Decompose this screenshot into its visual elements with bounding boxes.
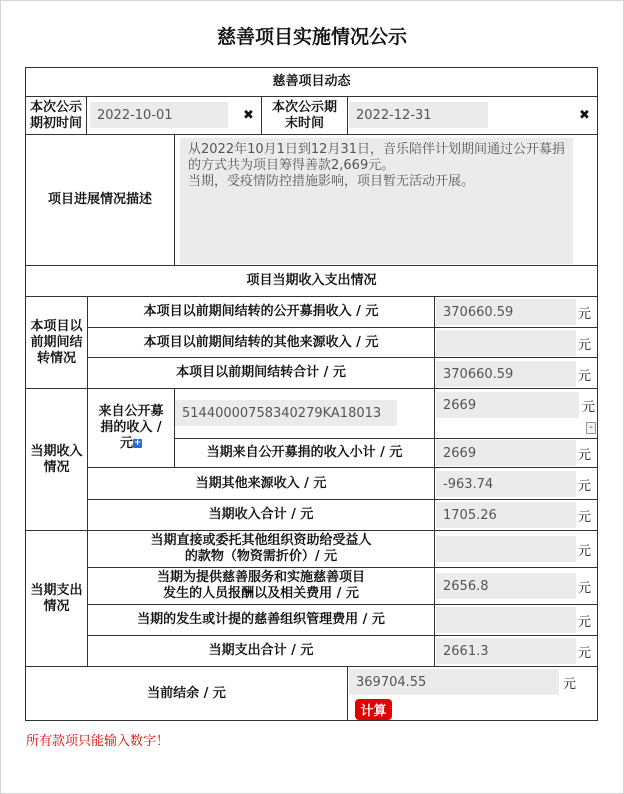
income-total-input[interactable] [436, 502, 576, 528]
expense-row-label-1 [87, 530, 435, 568]
remove-row-icon[interactable]: - [586, 422, 596, 434]
unit-label: 元 [578, 369, 592, 384]
period-start-label [25, 96, 87, 135]
label-text: 项目进展情况描述 [47, 192, 152, 207]
add-row-icon[interactable]: + [133, 438, 142, 448]
expense-row-label-4 [87, 635, 435, 667]
public-income-amount-input[interactable] [436, 392, 579, 418]
page-title: 慈善项目实施情况公示 [216, 26, 407, 48]
clear-end-icon[interactable]: ✖ [579, 108, 590, 123]
progress-label [25, 134, 175, 266]
label-text: 当期其他来源收入 / 元 [195, 475, 327, 491]
label-text: 本次公示期初时间 [29, 99, 82, 131]
income-row-label-1 [174, 438, 435, 468]
unit-label: 元 [563, 677, 577, 692]
expense-staff-input[interactable] [436, 573, 576, 599]
label-text: 当期来自公开募捐的收入小计 / 元 [206, 445, 403, 460]
unit-label: 元 [578, 338, 592, 353]
period-end-label [261, 96, 348, 135]
balance-label [25, 666, 348, 721]
unit-label: 元 [578, 646, 592, 661]
expense-group-label [25, 530, 88, 667]
expense-row-label-3 [87, 604, 435, 636]
label-text: 当前结余 / 元 [147, 685, 226, 701]
label-text: 本项目以前期间结转合计 / 元 [176, 365, 346, 380]
unit-label: 元 [582, 400, 596, 415]
input-value: 369704.55 [356, 674, 427, 690]
period-end-input[interactable] [349, 102, 488, 128]
input-value: 370660.59 [443, 304, 514, 320]
label-text: 当期收入合计 / 元 [208, 507, 314, 522]
label-text: 当期支出合计 / 元 [208, 643, 314, 658]
expense-mgmt-input[interactable] [436, 607, 576, 633]
public-income-label [87, 388, 175, 468]
period-start-input[interactable] [90, 102, 228, 128]
label-wrap [93, 404, 169, 452]
section-title: 项目当期收入支出情况 [246, 273, 377, 288]
input-value: 370660.59 [443, 366, 514, 382]
label-text: 当期收入情况 [30, 443, 83, 475]
income-row-label-2 [87, 467, 435, 500]
carry-group-label [25, 296, 88, 389]
label-text: 本项目以前期间结转的公开募捐收入 / 元 [143, 304, 379, 319]
unit-label: 元 [578, 615, 592, 630]
unit-label: 元 [578, 479, 592, 494]
expense-total-input[interactable] [436, 638, 576, 664]
carry-row-label-2 [87, 327, 435, 358]
input-value: 2669 [443, 445, 477, 461]
label-text: 当期的发生或计提的慈善组织管理费用 / 元 [137, 612, 385, 627]
section-header-dynamics [25, 67, 598, 97]
numeric-only-note: 所有款项只能输入数字！ [26, 734, 170, 749]
label-text: 本项目以前期间结转情况 [30, 318, 83, 366]
input-value: -963.74 [443, 476, 494, 492]
label-text: 当期支出情况 [30, 582, 83, 614]
calculate-button[interactable]: 计算 [355, 699, 392, 720]
input-value: 2022-12-31 [356, 107, 432, 123]
expense-row-label-2 [87, 567, 435, 605]
input-value: 2661.3 [443, 643, 489, 659]
input-value: 1705.26 [443, 507, 497, 523]
unit-label: 元 [578, 448, 592, 463]
label-text: 当期为提供慈善服务和实施慈善项目 发生的人员报酬以及相关费用 / 元 [156, 570, 365, 601]
section-header-income-expense [25, 265, 598, 297]
carry-public-input[interactable] [436, 299, 576, 325]
section-title: 慈善项目动态 [272, 74, 351, 89]
label-text: 本项目以前期间结转的其他来源收入 / 元 [143, 334, 379, 350]
expense-grant-input[interactable] [436, 536, 576, 562]
credit-code-input[interactable] [175, 400, 397, 426]
clear-start-icon[interactable]: ✖ [243, 108, 254, 123]
label-text: 本次公示期末时间 [271, 99, 337, 131]
income-row-label-3 [87, 499, 435, 531]
input-value: 2669 [443, 397, 477, 413]
carry-row-label-3 [87, 357, 435, 389]
carry-other-input[interactable] [436, 330, 576, 356]
income-group-label [25, 388, 88, 531]
input-value: 2656.8 [443, 578, 489, 594]
carry-row-label-1 [87, 296, 435, 328]
carry-total-input[interactable] [436, 361, 576, 387]
unit-label: 元 [578, 510, 592, 525]
unit-label: 元 [578, 544, 592, 559]
balance-input[interactable] [349, 669, 559, 695]
label-text: 当期直接或委托其他组织资助给受益人 的款物（物资需折价）/ 元 [150, 533, 372, 564]
progress-textarea[interactable]: 从2022年10月1日到12月31日，音乐陪伴计划期间通过公开募捐的方式共为项目筹得善款2,669元。 当期，受疫情防控措施影响，项目暂无活动开展。 [180, 138, 573, 264]
other-income-input[interactable] [436, 471, 576, 497]
label-text: 来自公开募捐的收入 / 元 [98, 404, 164, 451]
unit-label: 元 [578, 307, 592, 322]
input-value: 51440000758340279KA18013 [182, 405, 382, 421]
input-value: 2022-10-01 [97, 107, 173, 123]
public-income-subtotal-input[interactable] [436, 440, 576, 466]
unit-label: 元 [578, 581, 592, 596]
